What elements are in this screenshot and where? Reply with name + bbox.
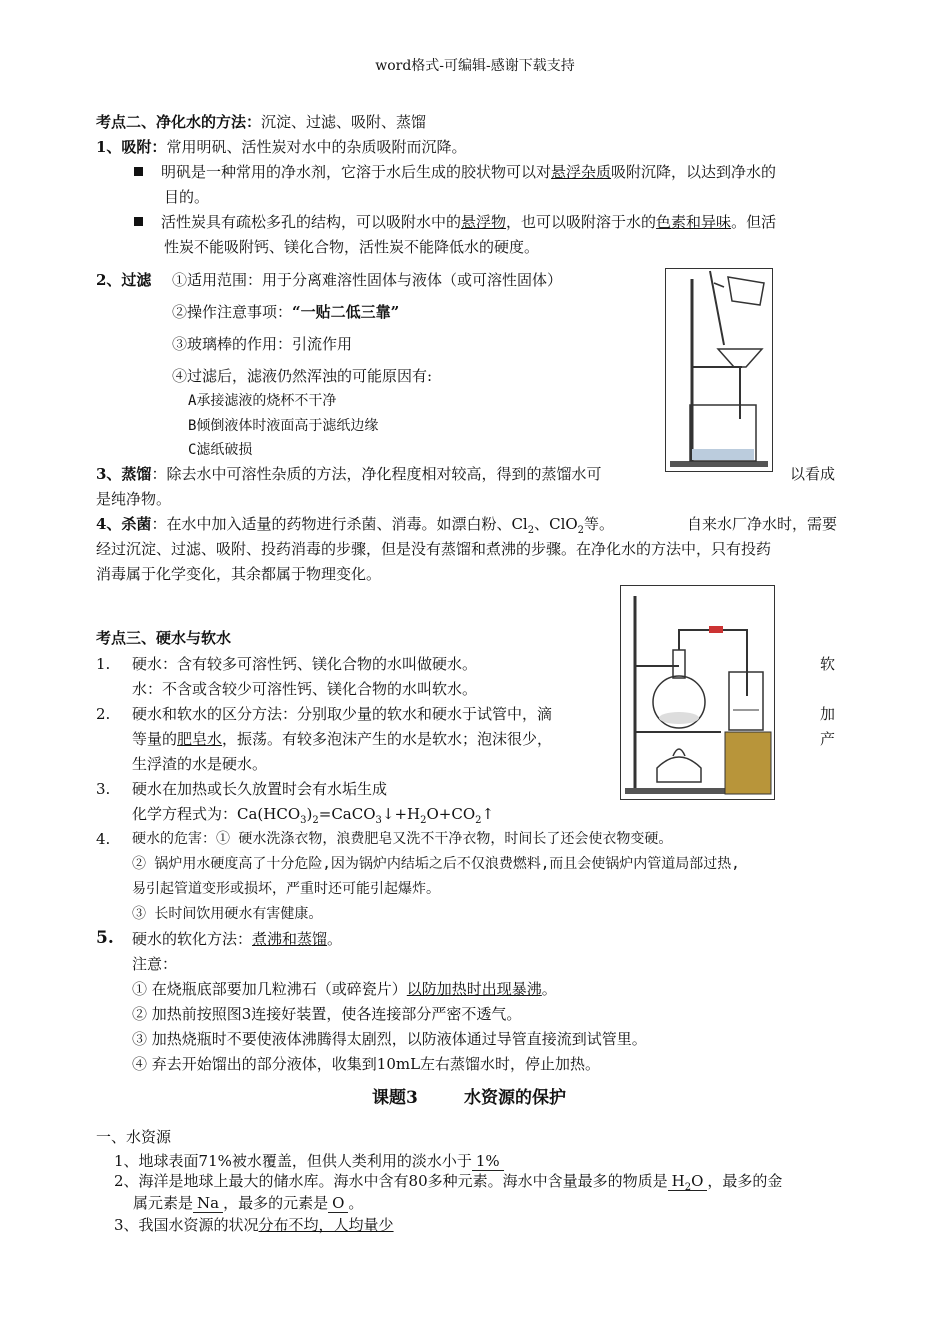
filter-item-1: ①适用范围：用于分离难溶性固体与液体（或可溶性固体） — [172, 271, 563, 289]
item-5-a: 硬水的软化方法：煮沸和蒸馏。 — [132, 930, 343, 948]
distill-line-end: 以看成 — [790, 465, 836, 483]
item-4-num: 4. — [96, 830, 111, 848]
adsorption-line: 1、吸附：常用明矾、活性炭对水中的杂质吸附而沉降。 — [96, 138, 467, 156]
lesson-number: 课题3 — [372, 1088, 418, 1108]
section-3-title: 考点三、硬水与软水 — [96, 629, 232, 647]
filter-item-4: ④过滤后，滤液仍然浑浊的可能原因有: — [172, 367, 433, 385]
item-1-num: 1. — [96, 655, 111, 673]
item-1-a: 硬水：含有较多可溶性钙、镁化合物的水叫做硬水。 — [132, 655, 478, 673]
resource-3: 3、我国水资源的状况分布不均，人均量少 — [114, 1216, 394, 1234]
item-4-d: ③ 长时间饮用硬水有害健康。 — [132, 906, 323, 922]
filtration-figure — [665, 268, 773, 472]
item-1-r: 软 — [820, 655, 836, 673]
section-2-title: 考点二、净化水的方法：沉淀、过滤、吸附、蒸馏 — [96, 113, 427, 131]
item-5-num: 5. — [96, 928, 114, 948]
resource-2-cont: 属元素是 Na ，最多的元素是 O 。 — [133, 1194, 364, 1212]
caution-1: ① 在烧瓶底部要加几粒沸石（或碎瓷片）以防加热时出现暴沸。 — [132, 980, 557, 998]
item-2-b: 等量的肥皂水，振荡。有较多泡沫产生的水是软水；泡沫很少， — [132, 730, 553, 748]
resource-1: 1、地球表面71%被水覆盖，但供人类利用的淡水小于 1% — [114, 1151, 504, 1171]
filter-item-3: ③玻璃棒的作用：引流作用 — [172, 335, 353, 353]
caution-2: ② 加热前按照图3连接好装置，使各连接部分严密不透气。 — [132, 1005, 522, 1023]
caution-3: ③ 加热烧瓶时不要使液体沸腾得太剧烈，以防液体通过导管直接流到试管里。 — [132, 1030, 647, 1048]
distillation-apparatus-icon — [621, 586, 774, 799]
item-3-num: 3. — [96, 780, 111, 798]
bullet-carbon: 活性炭具有疏松多孔的结构，可以吸附水中的悬浮物，也可以吸附溶于水的色素和异味。但活 — [134, 212, 776, 232]
filtration-apparatus-icon — [666, 269, 772, 471]
item-2-num: 2. — [96, 705, 111, 723]
item-2-r: 加 — [820, 705, 836, 723]
distill-line: 3、蒸馏：除去水中可溶性杂质的方法，净化程度相对较高，得到的蒸馏水可 — [96, 465, 602, 483]
item-2-c: 生浮渣的水是硬水。 — [132, 755, 268, 773]
sterilize-line-end: 自来水厂净水时，需要 — [687, 515, 838, 533]
caution-4: ④ 弃去开始馏出的部分液体，收集到10mL左右蒸馏水时，停止加热。 — [132, 1055, 601, 1073]
item-2-r2: 产 — [820, 730, 836, 748]
distillation-figure — [620, 585, 775, 800]
item-3-equation: 化学方程式为：$Ca(HCO_3)_2=CaCO_3↓+H_2O+CO_2↑$ — [132, 805, 495, 826]
bullet-icon — [134, 167, 143, 176]
item-1-b: 水：不含或含较少可溶性钙、镁化合物的水叫软水。 — [132, 680, 478, 698]
page-header: word格式-可编辑-感谢下载支持 — [375, 58, 575, 74]
lesson-title: 水资源的保护 — [464, 1088, 566, 1108]
distill-line-2: 是纯净物。 — [96, 490, 172, 508]
bullet-icon — [134, 217, 143, 226]
bullet-carbon-cont: 性炭不能吸附钙、镁化合物，活性炭不能降低水的硬度。 — [164, 238, 540, 256]
item-3-a: 硬水在加热或长久放置时会有水垢生成 — [132, 780, 388, 798]
resources-head: 一、水资源 — [96, 1128, 172, 1146]
filter-head: 2、过滤 — [96, 271, 152, 289]
item-4-a: 硬水的危害：① 硬水洗涤衣物，浪费肥皂又洗不干净衣物，时间长了还会使衣物变硬。 — [132, 831, 673, 847]
bullet-alum: 明矾是一种常用的净水剂，它溶于水后生成的胶状物可以对悬浮杂质吸附沉降，以达到净水的 — [134, 162, 776, 182]
item-4-b: ② 锅炉用水硬度高了十分危险,因为锅炉内结垢之后不仅浪费燃料,而且会使锅炉内管道局部过热, — [132, 856, 740, 872]
resource-2: 2、海洋是地球上最大的储水库。海水中含有80多种元素。海水中含量最多的物质是 $H_2O$ ，最多的金 — [114, 1172, 783, 1193]
bullet-alum-cont: 目的。 — [164, 188, 210, 206]
sterilize-line-3: 消毒属于化学变化，其余都属于物理变化。 — [96, 565, 382, 583]
sterilize-line: 4、杀菌：在水中加入适量的药物进行杀菌、消毒。如漂白粉、$Cl_2$、ClO$_2$等。 — [96, 515, 615, 536]
sterilize-line-2: 经过沉淀、过滤、吸附、投药消毒的步骤，但是没有蒸馏和煮沸的步骤。在净化水的方法中，只有投药 — [96, 540, 772, 558]
filter-reason-a: A承接滤液的烧杯不干净 — [188, 393, 337, 409]
item-2-a: 硬水和软水的区分方法：分别取少量的软水和硬水于试管中，滴 — [132, 705, 553, 723]
filter-item-2: ②操作注意事项：“一贴二低三靠” — [172, 303, 400, 321]
filter-reason-b: B倾倒液体时液面高于滤纸边缘 — [188, 418, 379, 434]
filter-reason-c: C滤纸破损 — [188, 442, 253, 458]
item-4-c: 易引起管道变形或损坏，严重时还可能引起爆炸。 — [132, 881, 440, 897]
note-label: 注意： — [132, 955, 178, 973]
